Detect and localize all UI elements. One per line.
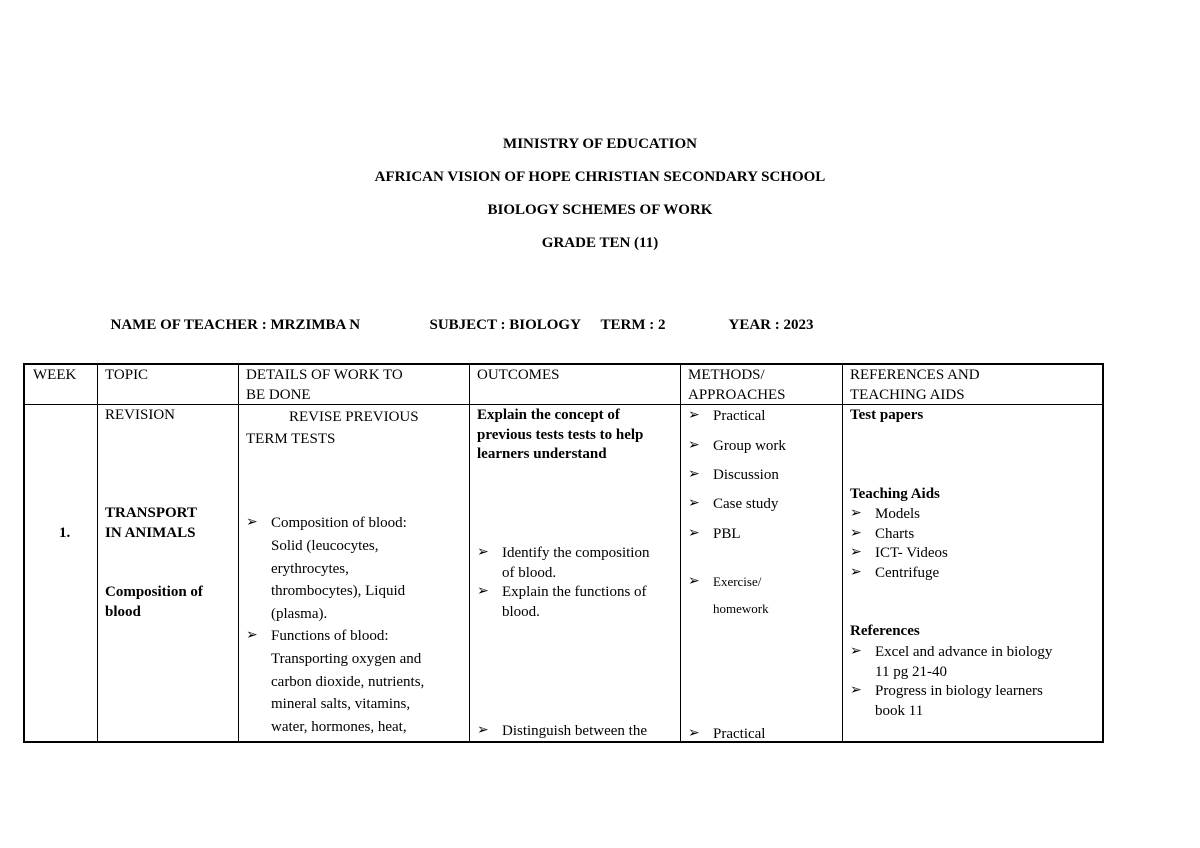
method-case-study: ➢ Case study	[688, 496, 779, 512]
bullet-arrow-icon: ➢	[850, 565, 862, 580]
col-divider	[680, 365, 681, 741]
aid-centrifuge: ➢ Centrifuge	[850, 565, 940, 581]
subject: SUBJECT : BIOLOGY	[429, 317, 581, 333]
topic-composition: Composition of blood	[105, 584, 203, 620]
bullet-arrow-icon: ➢	[850, 644, 862, 659]
bullet-arrow-icon: ➢	[246, 628, 258, 643]
bullet-arrow-icon: ➢	[688, 408, 700, 423]
header-week: WEEK	[33, 367, 77, 383]
bullet-arrow-icon: ➢	[688, 726, 700, 741]
bullet-arrow-icon: ➢	[688, 574, 700, 589]
method-pbl: ➢ PBL	[688, 526, 741, 542]
topic-revision: REVISION	[105, 407, 175, 423]
outcome-identify: ➢ Identify the composition of blood.	[477, 545, 650, 581]
topic-transport: TRANSPORT IN ANIMALS	[105, 505, 197, 541]
references-label: References	[850, 623, 920, 639]
method-group-work: ➢ Group work	[688, 438, 786, 454]
bullet-arrow-icon: ➢	[850, 526, 862, 541]
bullet-arrow-icon: ➢	[688, 467, 700, 482]
outcome-explain-functions: ➢ Explain the functions of blood.	[477, 584, 647, 620]
details-bullet-composition: ➢ Composition of blood: Solid (leucocytes, erythrocytes, thrombocytes), Liquid (plasma).	[246, 512, 466, 626]
term: TERM : 2	[600, 317, 666, 333]
header-references: REFERENCES AND TEACHING AIDS	[850, 367, 980, 403]
col-divider	[97, 365, 98, 741]
aid-charts: ➢ Charts	[850, 526, 915, 542]
teacher-name: NAME OF TEACHER : MRZIMBA N	[110, 317, 361, 333]
bullet-arrow-icon: ➢	[688, 526, 700, 541]
bullet-arrow-icon: ➢	[688, 438, 700, 453]
details-bullet-functions: ➢ Functions of blood: Transporting oxygen and carbon dioxide, nutrients, mineral salts, vitamins, water, hormones, heat,	[246, 625, 466, 739]
bullet-arrow-icon: ➢	[477, 584, 489, 599]
outcome-explain-tests: Explain the concept of previous tests tests to help learners understand	[477, 407, 644, 462]
bullet-arrow-icon: ➢	[246, 515, 258, 530]
year: YEAR : 2023	[728, 317, 814, 333]
week-number: 1.	[59, 525, 71, 541]
header-outcomes: OUTCOMES	[477, 367, 560, 383]
school-heading: AFRICAN VISION OF HOPE CHRISTIAN SECONDARY SCHOOL	[374, 169, 826, 185]
details-revise: REVISE PREVIOUS TERM TESTS	[246, 409, 419, 447]
method-practical-2: ➢ Practical	[688, 726, 766, 742]
teaching-aids-label: Teaching Aids	[850, 486, 940, 502]
ministry-heading: MINISTRY OF EDUCATION	[503, 136, 697, 152]
header-methods: METHODS/ APPROACHES	[688, 367, 786, 403]
grade-heading: GRADE TEN (11)	[541, 235, 659, 251]
reference-progress-biology: ➢ Progress in biology learners book 11	[850, 683, 1043, 719]
bullet-arrow-icon: ➢	[850, 506, 862, 521]
meta-line	[103, 300, 814, 334]
outcome-distinguish: ➢ Distinguish between the	[477, 723, 647, 739]
bullet-arrow-icon: ➢	[850, 683, 862, 698]
scheme-table	[23, 363, 1104, 743]
header-topic: TOPIC	[105, 367, 149, 383]
test-papers-label: Test papers	[850, 407, 924, 423]
method-practical: ➢ Practical	[688, 408, 766, 424]
col-divider	[842, 365, 843, 741]
bullet-arrow-icon: ➢	[688, 496, 700, 511]
reference-excel-advance: ➢ Excel and advance in biology 11 pg 21-40	[850, 644, 1053, 680]
aid-models: ➢ Models	[850, 506, 920, 522]
method-exercise-homework: ➢ Exercise/ homework	[688, 568, 769, 622]
bullet-arrow-icon: ➢	[477, 723, 489, 738]
document-title: BIOLOGY SCHEMES OF WORK	[487, 202, 713, 218]
method-discussion: ➢ Discussion	[688, 467, 779, 483]
bullet-arrow-icon: ➢	[477, 545, 489, 560]
col-divider	[238, 365, 239, 741]
bullet-arrow-icon: ➢	[850, 545, 862, 560]
aid-ict-videos: ➢ ICT- Videos	[850, 545, 948, 561]
header-details: DETAILS OF WORK TO BE DONE	[246, 367, 403, 403]
col-divider	[469, 365, 470, 741]
